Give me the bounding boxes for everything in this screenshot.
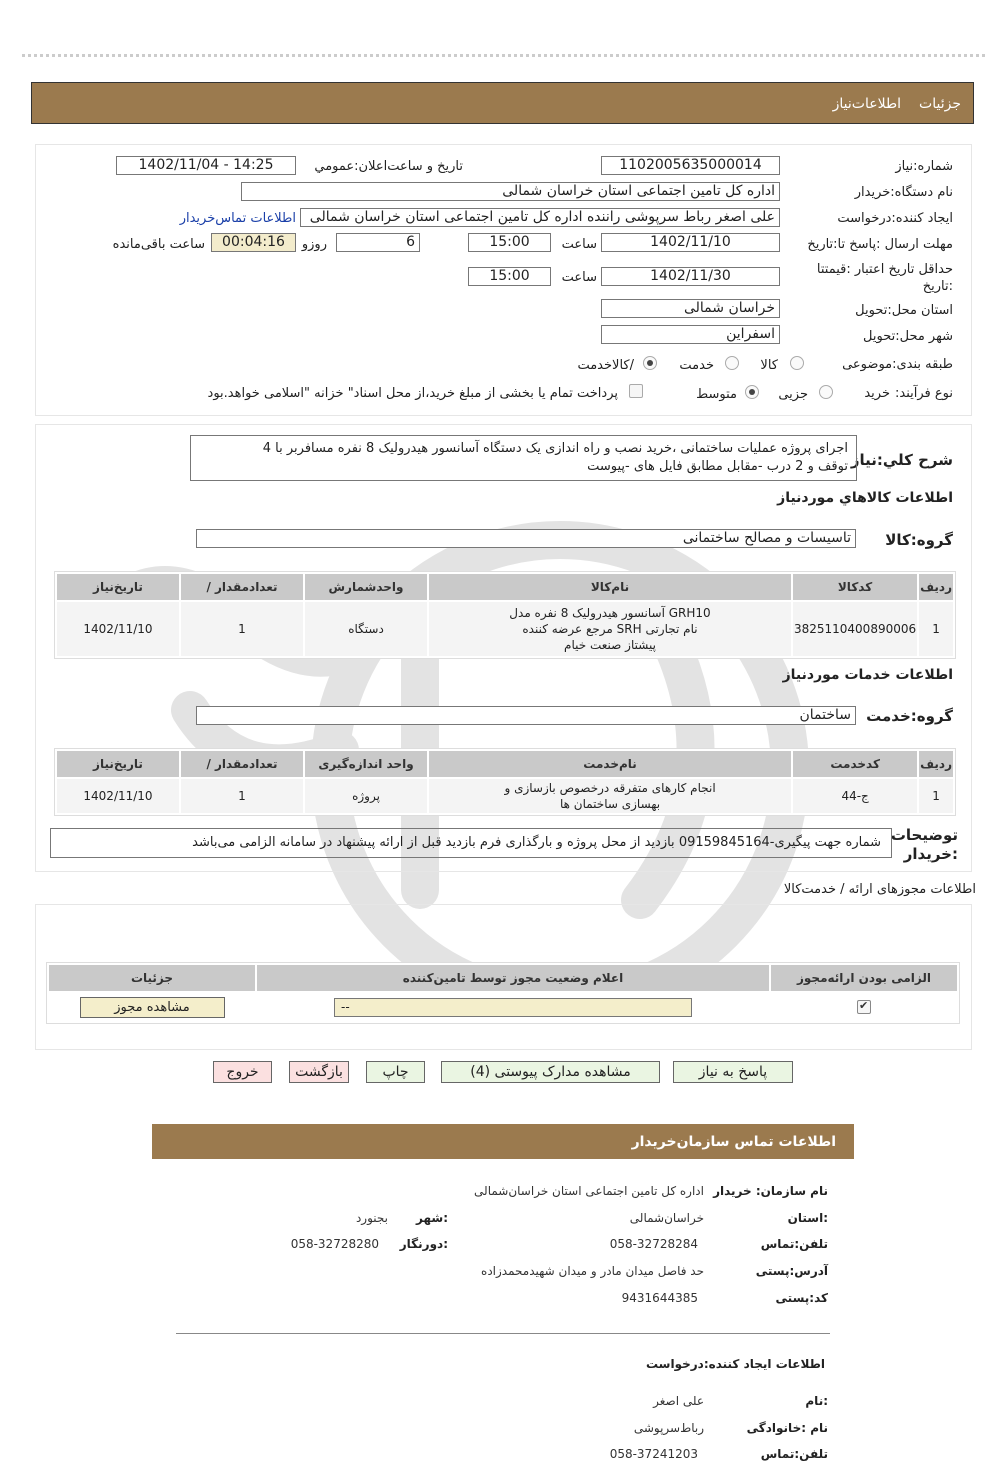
col-index: ردیف [919, 574, 953, 600]
org-value: اداره کل تامین اجتماعی استان خراسان‌شمالی [474, 1184, 704, 1198]
col-index: ردیف [919, 751, 953, 777]
deadline-label: مهلت ارسال :پاسخ تا:تاریخ [807, 237, 953, 252]
deadline-date-field: 1402/11/10 [601, 233, 780, 252]
radio-goods-label: کالا [760, 358, 778, 373]
radio-goods-service[interactable] [643, 356, 657, 370]
creator-family-value: رباط‌سرپوشی [633, 1421, 704, 1435]
services-table-header [57, 751, 953, 777]
services-section-title: اطلاعات خدمات موردنیاز [782, 667, 953, 683]
permit-status-field[interactable]: -- [334, 998, 692, 1017]
col-code: کدخدمت [793, 751, 917, 777]
tab-need-info[interactable]: اطلاعات‌نیاز [832, 96, 901, 112]
row-index: 1 [919, 779, 953, 813]
creator-name-label: :نام [805, 1394, 828, 1408]
print-button[interactable]: چاپ [366, 1061, 425, 1083]
row-date: 1402/11/10 [57, 779, 179, 813]
province-info-value: خراسان‌شمالی [629, 1211, 704, 1225]
permits-title: اطلاعات مجوزهای ارائه / خدمت‌کالا [783, 882, 976, 897]
creator-info-title: اطلاعات ایجاد کننده:درخواست [645, 1357, 825, 1371]
category-label: طبقه بندی:موضوعی [842, 357, 953, 372]
radio-medium[interactable] [745, 385, 759, 399]
col-code: کدکالا [793, 574, 917, 600]
announce-label: تاریخ و ساعت‌اعلان:عمومي [314, 159, 463, 174]
services-group-label: گروه:خدمت [866, 707, 953, 725]
permit-required-cell [771, 993, 957, 1021]
permits-table-header [49, 965, 957, 991]
goods-table-header [57, 574, 953, 600]
fax-label: :دورنگار [399, 1237, 448, 1251]
radio-partial[interactable] [819, 385, 833, 399]
province-field: خراسان شمالی [601, 299, 780, 318]
contact-header: اطلاعات تماس سازمان‌خریدار [152, 1124, 854, 1159]
creator-phone-label: تلفن:تماس [760, 1447, 828, 1461]
row-date: 1402/11/10 [57, 602, 179, 656]
address-value: حد فاصل میدان مادر و میدان شهیدمحمدزاده [481, 1264, 704, 1278]
table-row [49, 993, 957, 1021]
buyer-notes-label-2: :خریدار [903, 845, 958, 863]
page-header [31, 82, 974, 124]
postal-value: 9431644385 [621, 1291, 698, 1305]
process-buy-label: خرید [864, 386, 890, 401]
city-label: شهر محل:تحویل [863, 329, 953, 344]
radio-goods-service-label: /کالاخدمت [577, 358, 634, 373]
creator-label: ایجاد کننده:درخواست [837, 211, 953, 226]
validity-date-field: 1402/11/30 [601, 267, 780, 286]
col-name: نام‌کالا [429, 574, 791, 600]
buyer-label: نام دستگاه:خریدار [854, 185, 953, 200]
row-name-line-3: پیشتاز صنعت خیام [564, 638, 656, 652]
radio-service[interactable] [725, 356, 739, 370]
goods-table [54, 571, 956, 659]
reply-button[interactable]: پاسخ به نیاز [673, 1061, 793, 1083]
row-name-line-1: انجام کارهای متفرقه درخصوص بازسازی و [504, 781, 716, 795]
summary-label: شرح کلي:نیاز [850, 451, 953, 469]
row-code: ج-44 [793, 779, 917, 813]
row-unit: دستگاه [305, 602, 427, 656]
fax-value: 058-32728280 [290, 1237, 379, 1251]
summary-text [190, 435, 857, 481]
tab-details[interactable]: جزئیات [919, 96, 961, 112]
col-status: اعلام وضعیت مجوز توسط تامین‌کننده [257, 965, 769, 991]
buyer-notes-label [891, 826, 958, 864]
row-name-line-2: بهسازی ساختمان ها [559, 797, 661, 811]
creator-phone-value: 058-37241203 [609, 1447, 698, 1461]
col-need-date: تاریخ‌نیاز [57, 751, 179, 777]
buyer-notes-text: شماره جهت پیگیری-09159845164 بازدید از محل پروژه و بارگذاری فرم بازدید قبل از ارائه پیشنهاد در سامانه الزامی می‌باشد [50, 828, 892, 858]
row-qty: 1 [181, 779, 303, 813]
table-row [57, 602, 953, 656]
validity-label: حداقل تاریخ اعتبار :قیمتتا :تاریخ [816, 262, 953, 294]
creator-name-value: علی اصغر [653, 1394, 704, 1408]
exit-button[interactable]: خروج [213, 1061, 272, 1083]
permit-details-cell [49, 993, 255, 1021]
row-name-line-2: نام تجارتی SRH مرجع عرضه کننده [522, 622, 698, 636]
row-name [429, 602, 791, 656]
deadline-time-field: 15:00 [468, 233, 551, 252]
permits-table [46, 962, 960, 1024]
radio-medium-label: متوسط [696, 387, 737, 402]
col-required: الزامی بودن ارائه‌مجوز [771, 965, 957, 991]
row-unit: پروژه [305, 779, 427, 813]
address-label: آدرس:پستی [755, 1264, 828, 1278]
radio-goods[interactable] [790, 356, 804, 370]
services-group-field: ساختمان [196, 706, 856, 725]
process-label: نوع فرآیند: [895, 386, 953, 401]
col-quantity: / تعدادمقدار [181, 574, 303, 600]
row-index: 1 [919, 602, 953, 656]
validity-time-field: 15:00 [468, 267, 551, 286]
buyer-contact-link[interactable]: اطلاعات تماس‌خریدار [179, 211, 296, 226]
col-unit: واحد اندازه‌گیری [305, 751, 427, 777]
city-info-label: :شهر [416, 1211, 448, 1225]
buyer-field: اداره کل تامین اجتماعی استان خراسان شمالی [241, 182, 780, 201]
col-name: نام‌خدمت [429, 751, 791, 777]
services-table [54, 748, 956, 816]
row-name [429, 779, 791, 813]
summary-line-2: توقف و 2 درب -مقابل مطابق فایل های -پیوست [587, 459, 848, 474]
phone-value: 058-32728284 [609, 1237, 698, 1251]
days-label: روزو [301, 237, 327, 252]
permit-status-cell [257, 993, 769, 1021]
need-number-field: 1102005635000014 [601, 156, 780, 175]
deadline-hour-label: ساعت [561, 237, 597, 252]
buyer-notes-label-1: توضیحات [890, 826, 958, 844]
back-button[interactable]: بازگشت [289, 1061, 349, 1083]
col-unit: واحدشمارش [305, 574, 427, 600]
creator-family-label: نام :خانوادگی [746, 1421, 828, 1435]
treasury-payment-label: پرداخت تمام یا بخشی از مبلغ خرید،از محل اسناد" خزانه "اسلامی خواهد.بود [207, 386, 618, 401]
need-number-label: شماره:نیاز [895, 159, 953, 174]
goods-group-field: تاسیسات و مصالح ساختمانی [196, 529, 856, 548]
remaining-timer: 00:04:16 [211, 233, 296, 252]
province-label: استان محل:تحویل [855, 303, 953, 318]
validity-hour-label: ساعت [561, 270, 597, 285]
days-field: 6 [336, 233, 420, 252]
col-details: جزئیات [49, 965, 255, 991]
table-row [57, 779, 953, 813]
city-info-value: بجنورد [355, 1211, 388, 1225]
contact-divider [176, 1333, 830, 1334]
radio-service-label: خدمت [679, 358, 714, 373]
org-label: نام سازمان: خریدار [713, 1184, 828, 1198]
announce-field: 1402/11/04 - 14:25 [116, 156, 296, 175]
row-code: 3825110400890006 [793, 602, 917, 656]
remaining-label: ساعت باقی‌مانده [112, 237, 205, 252]
goods-group-label: گروه:کالا [885, 531, 953, 549]
city-field: اسفراین [601, 325, 780, 344]
summary-line-1: اجرای پروژه عملیات ساختمانی ،خرید نصب و راه اندازی یک دستگاه آسانسور هیدرولیک 8 نفره مسافربر با 4 [262, 441, 848, 456]
row-name-line-1: آسانسور هیدرولیک 8 نفره مدل GRH10 [509, 606, 711, 620]
phone-label: تلفن:تماس [760, 1237, 828, 1251]
treasury-payment-checkbox[interactable] [629, 384, 643, 398]
permit-required-checkbox[interactable] [857, 1000, 871, 1014]
row-qty: 1 [181, 602, 303, 656]
radio-partial-label: جزیی [778, 387, 808, 402]
province-info-label: :استان [787, 1211, 828, 1225]
postal-label: کد:پستی [775, 1291, 828, 1305]
col-quantity: / تعدادمقدار [181, 751, 303, 777]
top-divider [22, 54, 985, 57]
creator-field: علی اصغر رباط سرپوشی راننده اداره کل تامین اجتماعی استان خراسان شمالی [300, 208, 780, 227]
attachments-button[interactable]: مشاهده مدارک پیوستی (4) [441, 1061, 660, 1083]
col-need-date: تاریخ‌نیاز [57, 574, 179, 600]
view-permit-button[interactable]: مشاهده مجوز [80, 997, 225, 1018]
goods-section-title: اطلاعات کالاهاي موردنیاز [777, 490, 953, 506]
